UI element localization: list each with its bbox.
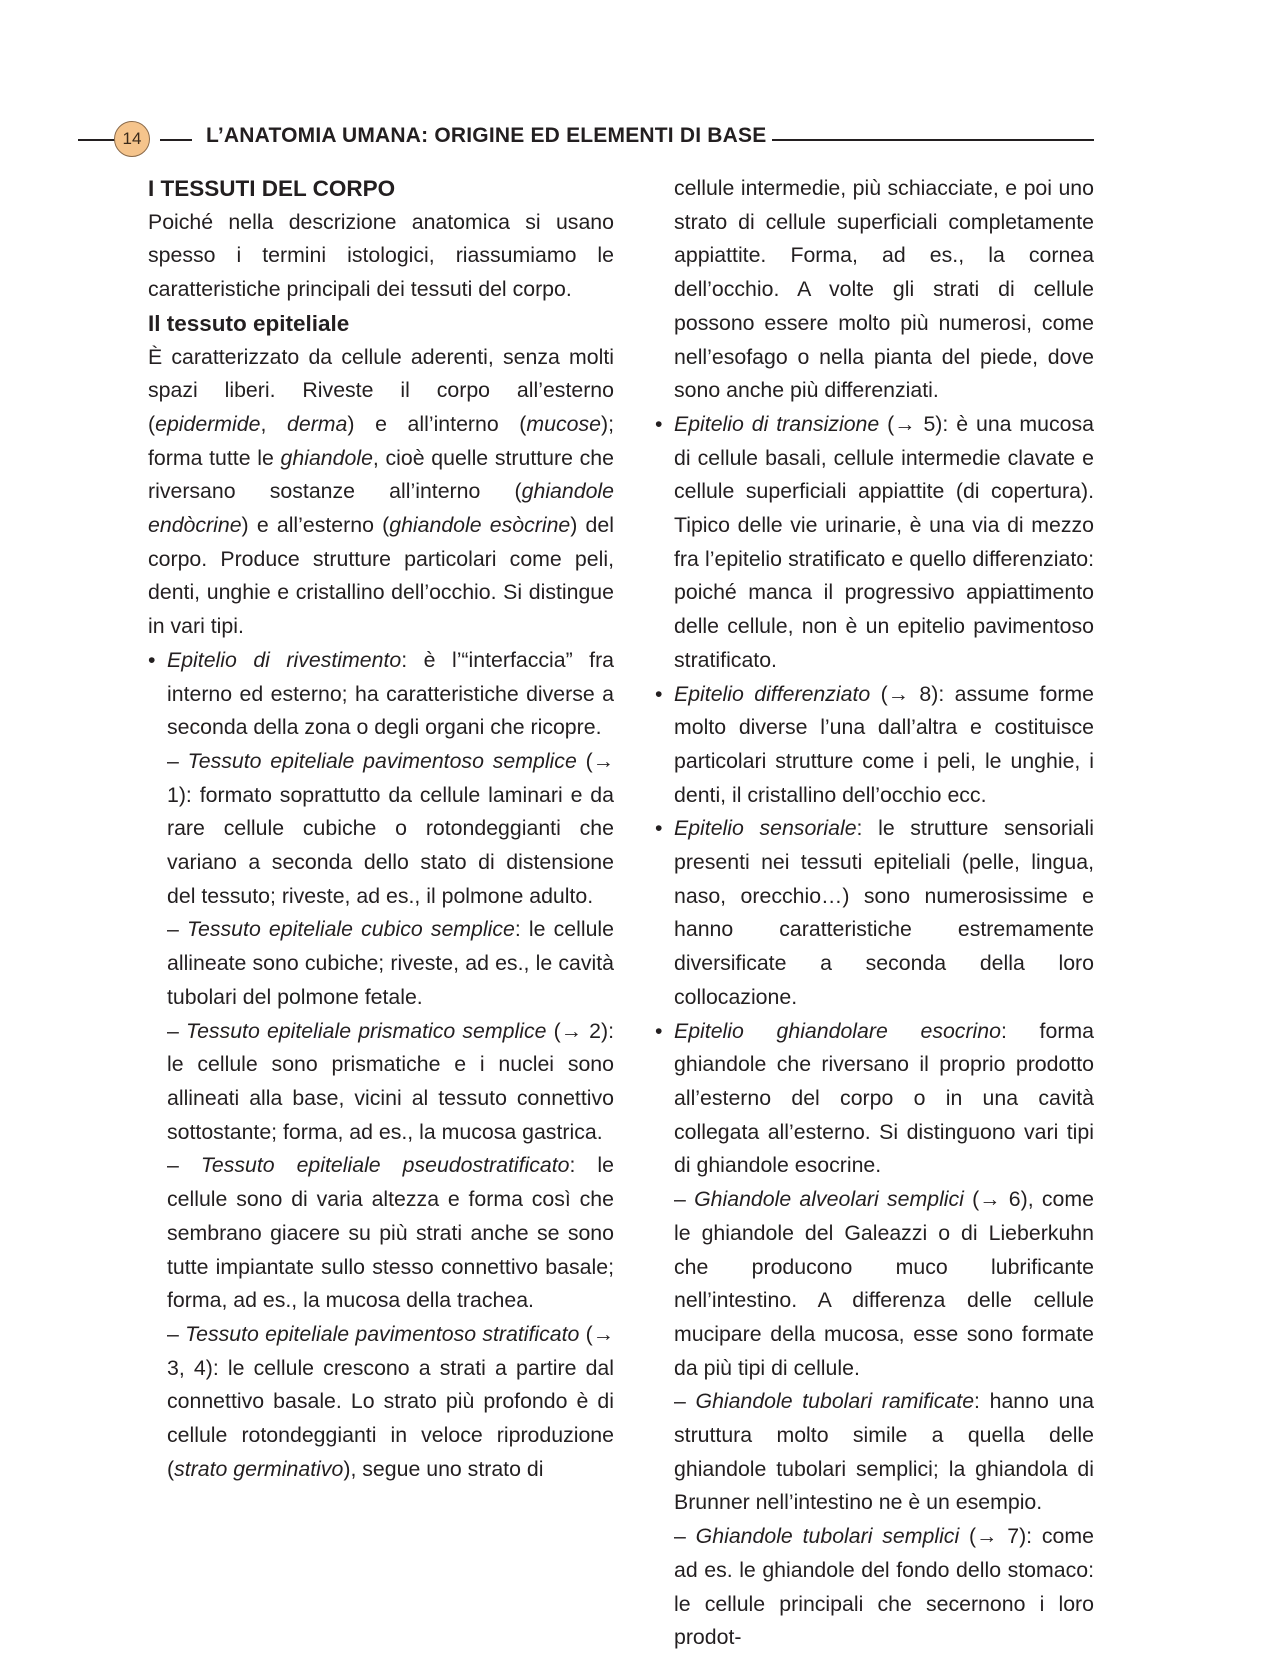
- header-rule-right: [772, 139, 1094, 141]
- italic-term: ghiandole: [280, 445, 373, 470]
- dash: –: [167, 917, 187, 942]
- section-title: I TESSUTI DEL CORPO: [148, 176, 396, 201]
- sub-item: [655, 1385, 1094, 1520]
- sub-term: Tessuto epiteliale pseudostratificato: [200, 1153, 570, 1178]
- bullet-term: Epitelio sensoriale: [674, 816, 857, 841]
- sub-term: Ghiandole tubolari semplici: [695, 1524, 960, 1549]
- text-run: È caratterizzato da cellule aderenti, senza molti spazi liberi. Riveste il corpo all’esterno (: [148, 344, 614, 436]
- bullet-text: : è l’“interfaccia” fra interno ed esterno; ha caratteristiche diverse a seconda della zona o degli organi che ricopre.: [167, 647, 615, 740]
- bullet-marker: •: [655, 1018, 663, 1043]
- sub-text: : le cellule allineate sono cubiche; riveste, ad es., le cavità tubolari del polmone fetale.: [167, 917, 614, 1009]
- sub-text: (→ 2): le cellule sono prismatiche e i nuclei sono allineati alla base, vicini al tessuto connettivo sottostante; forma, ad es., la mucosa gastrica.: [167, 1018, 614, 1144]
- bullet-marker: •: [655, 681, 663, 706]
- italic-term: ghiandole endòcrine: [148, 479, 614, 538]
- sub-term: Ghiandole alveolari semplici: [694, 1187, 964, 1212]
- text-run: ) e all’interno (: [347, 411, 527, 436]
- dash: –: [167, 1321, 186, 1346]
- sub-item: [655, 1520, 1094, 1655]
- sub-term: Tessuto epiteliale pavimentoso semplice: [187, 748, 577, 773]
- running-title: L’ANATOMIA UMANA: ORIGINE ED ELEMENTI DI BASE: [206, 124, 767, 147]
- italic-term: strato germinativo: [174, 1456, 344, 1481]
- sub-term: Tessuto epiteliale pavimentoso stratificato: [185, 1321, 580, 1346]
- dash: –: [167, 1018, 187, 1043]
- bullet-item: [655, 678, 1094, 813]
- continued-paragraph: cellule intermedie, più schiacciate, e poi uno strato di cellule superficiali completamente appiattite. Forma, ad es., la cornea dell’occhio. A volte gli strati di cellule possono essere molto più numerosi, come nell’esofago o nella pianta del piede, dove sono anche più differenziati.: [674, 176, 1094, 403]
- epithelium-paragraph: [148, 341, 614, 644]
- sub-text: : le cellule sono di varia altezza e forma così che sembrano giacere su più strati anche se sono tutte impiantate sullo stesso connettivo basale; forma, ad es., la mucosa della trachea.: [167, 1153, 614, 1313]
- intro-paragraph: Poiché nella descrizione anatomica si usano spesso i termini istologici, riassumiamo le caratteristiche principali dei tessuti del corpo.: [148, 209, 614, 302]
- bullet-item: [655, 812, 1094, 1014]
- left-column: [148, 172, 614, 1486]
- italic-term: derma: [287, 411, 348, 436]
- sub-item: [148, 1149, 614, 1318]
- dash: –: [674, 1524, 696, 1549]
- italic-term: epidermide: [155, 411, 261, 436]
- bullet-item: [148, 644, 614, 745]
- sub-text: ), segue uno strato di: [343, 1456, 544, 1481]
- dash: –: [167, 1153, 201, 1178]
- sub-text: : hanno una struttura molto simile a quella delle ghiandole tubolari semplici; la ghiandola di Brunner nell’intestino ne è un esempio.: [674, 1389, 1095, 1515]
- bullet-marker: •: [655, 411, 663, 436]
- sub-text: (→ 7): come ad es. le ghiandole del fondo dello stomaco: le cellule principali che secernono i loro prodot-: [674, 1524, 1094, 1650]
- sub-item: [655, 1183, 1094, 1385]
- bullet-term: Epitelio di rivestimento: [167, 647, 402, 672]
- bullet-text: : le strutture sensoriali presenti nei tessuti epiteliali (pelle, lingua, naso, orecchio…) sono numerosissime e hanno caratteristiche estremamente diversificate a seconda della loro collocazione.: [674, 816, 1094, 1009]
- page-number-badge: 14: [114, 121, 150, 157]
- bullet-term: Epitelio differenziato: [674, 681, 871, 706]
- italic-term: ghiandole esòcrine: [389, 513, 571, 538]
- bullet-item: [655, 1015, 1094, 1184]
- sub-item: [148, 1015, 614, 1150]
- bullet-term: Epitelio ghiandolare esocrino: [674, 1018, 1001, 1043]
- dash: –: [167, 748, 188, 773]
- subsection-title: Il tessuto epiteliale: [148, 310, 350, 336]
- sub-item: [148, 745, 614, 914]
- sub-text: (→ 6), come le ghiandole del Galeazzi o di Lieberkuhn che producono muco lubrificante nell’intestino. A differenza delle cellule mucipare della mucosa, esse sono formate da più tipi di cellule.: [674, 1187, 1094, 1380]
- page-header: [0, 121, 1280, 161]
- sub-item: [148, 913, 614, 1014]
- right-column: [655, 172, 1094, 1655]
- sub-text: (→ 1): formato soprattutto da cellule laminari e da rare cellule cubiche o rotondeggianti che variano a seconda dello stato di distensione del tessuto; riveste, ad es., il polmone adulto.: [167, 748, 615, 908]
- sub-term: Tessuto epiteliale cubico semplice: [186, 917, 515, 942]
- bullet-term: Epitelio di transizione: [674, 411, 880, 436]
- bullet-item: [655, 408, 1094, 678]
- text-run: ); forma tutte le: [148, 411, 614, 470]
- dash: –: [674, 1187, 695, 1212]
- bullet-text: (→ 5): è una mucosa di cellule basali, cellule intermedie clavate e cellule superficiali appiattite (di copertura). Tipico delle vie urinarie, è una via di mezzo fra l’epitelio stratificato e quello differenziato: poiché manca il progressivo appiattimento delle cellule, non è un epitelio pavimentoso stratificato.: [674, 411, 1095, 672]
- bullet-text: : forma ghiandole che riversano il proprio prodotto all’esterno del corpo o in una cavità collegata all’esterno. Si distinguono vari tipi di ghiandole esocrine.: [674, 1018, 1094, 1178]
- bullet-marker: •: [655, 816, 663, 841]
- sub-term: Ghiandole tubolari ramificate: [695, 1389, 975, 1414]
- italic-term: mucose: [526, 411, 601, 436]
- bullet-marker: •: [148, 647, 156, 672]
- text-run: ,: [260, 411, 287, 436]
- text-run: ) del corpo. Produce strutture particolari come peli, denti, unghie e cristallino dell’occhio. Si distingue in vari tipi.: [148, 513, 614, 639]
- sub-text: (→ 3, 4): le cellule crescono a strati a partire dal connettivo basale. Lo strato più profondo è di cellule rotondeggianti in veloce riproduzione (: [167, 1321, 614, 1481]
- dash: –: [674, 1389, 696, 1414]
- text-run: , cioè quelle strutture che riversano sostanze all’interno (: [148, 445, 614, 504]
- sub-term: Tessuto epiteliale prismatico semplice: [186, 1018, 547, 1043]
- bullet-text: (→ 8): assume forme molto diverse l’una dall’altra e costituisce particolari strutture come i peli, le unghie, i denti, il cristallino dell’occhio ecc.: [674, 681, 1094, 807]
- header-rule-short: [160, 139, 192, 141]
- text-run: ) e all’esterno (: [241, 513, 390, 538]
- sub-item: [148, 1318, 614, 1487]
